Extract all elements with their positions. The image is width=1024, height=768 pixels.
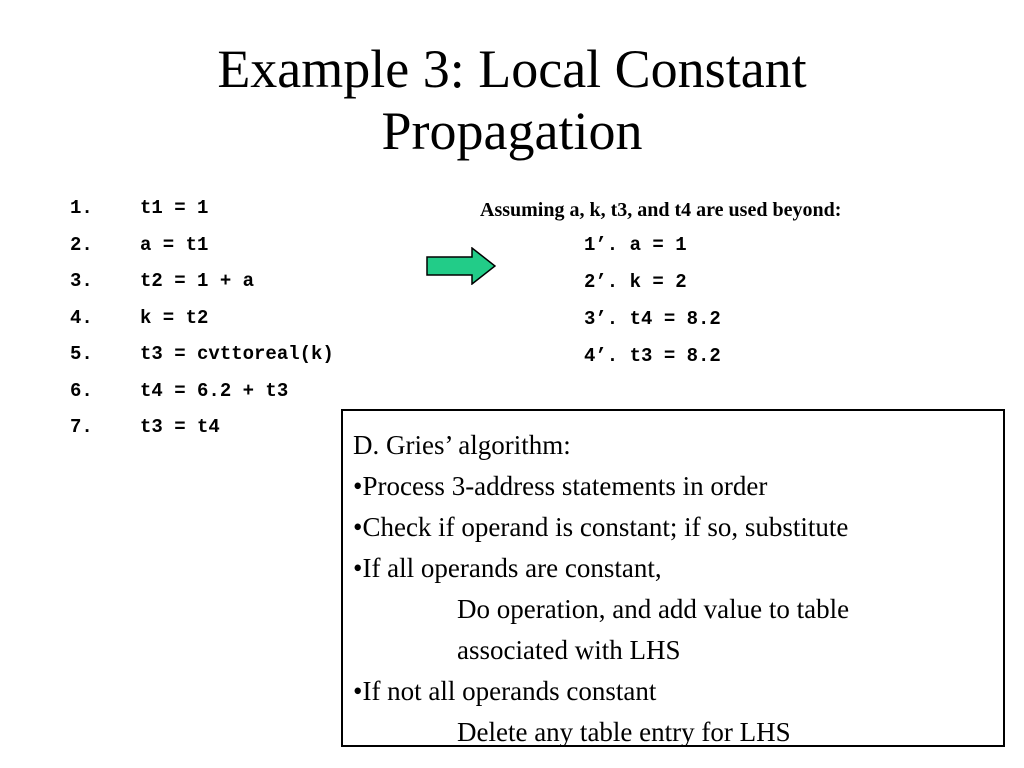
right-arrow-icon	[426, 247, 496, 285]
algorithm-heading: D. Gries’ algorithm:	[353, 430, 571, 460]
code-line-number: 1.	[70, 197, 93, 219]
code-line-number: 3.	[70, 270, 93, 292]
result-statement-list	[584, 233, 721, 381]
result-line: 4’. t3 = 8.2	[584, 345, 721, 367]
algorithm-step: •If not all operands constant	[353, 676, 657, 706]
code-statement: t4 = 6.2 + t3	[140, 379, 289, 402]
result-line: 2’. k = 2	[584, 271, 687, 293]
code-line-number: 5.	[70, 343, 93, 365]
code-line	[70, 306, 334, 343]
code-line	[70, 415, 334, 452]
slide-title-line-1: Example 3: Local Constant	[217, 39, 807, 99]
result-line: 3’. t4 = 8.2	[584, 308, 721, 330]
algorithm-step: •Check if operand is constant; if so, substitute	[353, 512, 849, 542]
code-line-number: 2.	[70, 233, 93, 256]
code-statement: t1 = 1	[140, 197, 209, 219]
slide-title	[0, 38, 1024, 162]
code-line	[70, 342, 334, 379]
algorithm-substep: associated with LHS	[457, 635, 681, 665]
code-line	[70, 379, 334, 416]
code-statement-list	[70, 196, 334, 452]
code-line-number: 7.	[70, 416, 93, 438]
algorithm-substep: Do operation, and add value to table	[457, 594, 850, 624]
code-statement: t3 = cvttoreal(k)	[140, 343, 334, 365]
algorithm-step: •Process 3-address statements in order	[353, 471, 768, 501]
result-heading: Assuming a, k, t3, and t4 are used beyond:	[480, 199, 842, 221]
code-line-number: 6.	[70, 379, 93, 402]
code-line	[70, 233, 334, 270]
code-statement: t2 = 1 + a	[140, 270, 255, 292]
slide-title-line-2: Propagation	[381, 101, 643, 161]
algorithm-box	[341, 409, 1005, 747]
algorithm-step: •If all operands are constant,	[353, 553, 662, 583]
code-line	[70, 196, 334, 233]
code-line	[70, 269, 334, 306]
code-statement: a = t1	[140, 233, 209, 256]
algorithm-substep: Delete any table entry for LHS	[457, 717, 791, 747]
result-line: 1’. a = 1	[584, 234, 687, 256]
code-line-number: 4.	[70, 306, 93, 329]
code-statement: t3 = t4	[140, 416, 220, 438]
code-statement: k = t2	[140, 306, 209, 329]
